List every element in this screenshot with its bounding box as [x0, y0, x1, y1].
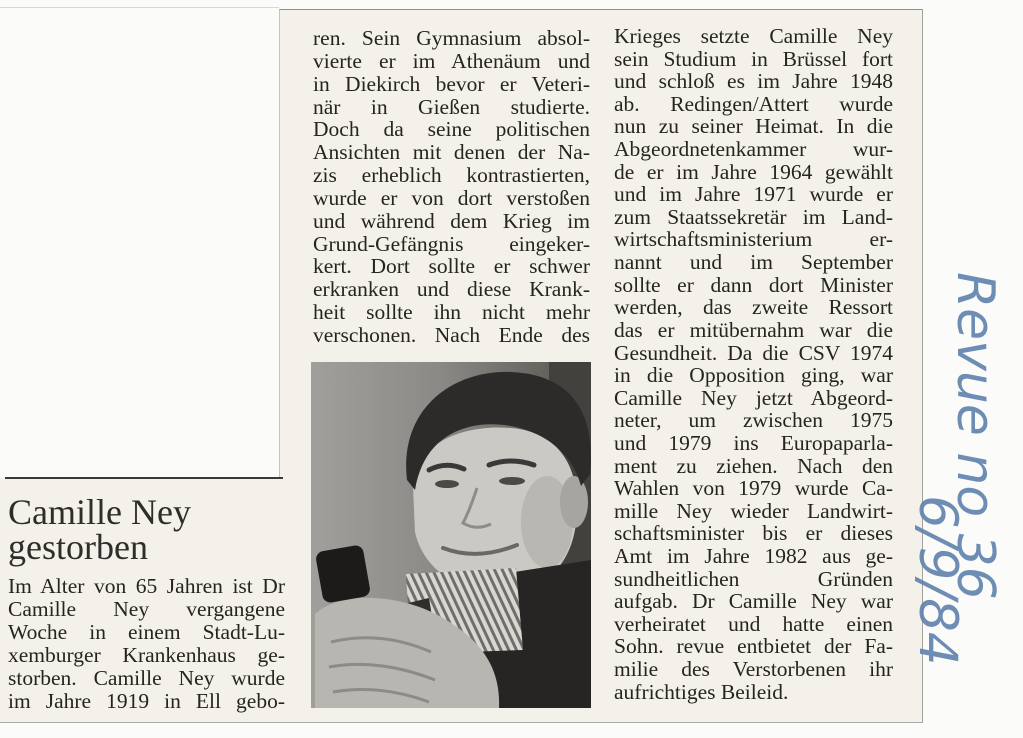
text-line: schaftsminister bis er dieses [614, 521, 893, 546]
handwritten-note-issue: Revue no 36 [945, 272, 1005, 600]
text-line: sundheitlichen Gründen [614, 566, 893, 591]
text-line: sein Studium in Brüssel fort [614, 46, 893, 71]
text-line: heit sollte ihn nicht mehr [313, 300, 590, 325]
text-line: vierte er im Athenäum und [313, 48, 590, 73]
text-line: Camille Ney vergangene [8, 597, 285, 621]
text-line: und 1979 ins Europaparla- [614, 430, 893, 455]
text-line: werden, das zweite Ressort [614, 295, 893, 320]
text-line: Krieges setzte Camille Ney [614, 24, 893, 48]
text-line: ab. Redingen/Attert wurde [614, 91, 893, 116]
text-line: kert. Dort sollte er schwer [313, 254, 590, 279]
text-line: de er im Jahre 1964 gewählt [614, 159, 893, 184]
text-line: Woche in einem Stadt-Lu- [8, 620, 285, 644]
column-middle [313, 27, 590, 347]
text-line: Abgeordnetenkammer wur- [614, 137, 893, 162]
text-line: das er mitübernahm war die [614, 317, 893, 342]
text-line: zum Staatssekretär im Land- [614, 204, 893, 229]
text-line: erkranken und diese Krank- [313, 277, 590, 302]
text-line: aufgab. Dr Camille Ney war [614, 589, 893, 614]
portrait-photo [311, 362, 591, 708]
text-line: nun zu seiner Heimat. In die [614, 114, 893, 139]
text-line: Gesundheit. Da die CSV 1974 [614, 340, 893, 365]
text-line: ment zu ziehen. Nach den [614, 453, 893, 478]
pipe [315, 544, 371, 604]
text-line: verschonen. Nach Ende des [313, 322, 590, 347]
text-line: und schloß es im Jahre 1948 [614, 69, 893, 94]
left-eye [435, 480, 459, 488]
column-left [8, 575, 285, 713]
text-line: nannt und im September [614, 250, 893, 275]
column-right [614, 25, 893, 703]
text-line: Grund-Gefängnis eingeker- [313, 231, 590, 256]
ear [560, 476, 588, 528]
text-line: in die Opposition ging, war [614, 363, 893, 388]
text-line: Doch da seine politischen [313, 117, 590, 142]
text-line: neter, um zwischen 1975 [614, 408, 893, 433]
text-line: Ansichten mit denen der Na- [313, 140, 590, 165]
article-title [8, 492, 283, 567]
title-line: Camille Ney [8, 492, 191, 532]
right-eye [499, 477, 525, 485]
text-line: im Jahre 1919 in Ell gebo- [8, 689, 285, 713]
text-line: Sohn. revue entbietet der Fa- [614, 634, 893, 659]
text-line: Amt im Jahre 1982 aus ge- [614, 544, 893, 569]
text-line: xemburger Krankenhaus ge- [8, 643, 285, 667]
text-line: in Diekirch bevor er Veteri- [313, 71, 590, 96]
headline-rule [5, 477, 283, 479]
text-line: Im Alter von 65 Jahren ist Dr [8, 574, 285, 598]
text-line: milie des Verstorbenen ihr [614, 657, 893, 682]
text-line: sollte er dann dort Minister [614, 272, 893, 297]
text-line: Camille Ney jetzt Abgeord- [614, 385, 893, 410]
clipping-bottom-edge [0, 722, 923, 723]
text-line: aufrichtiges Beileid. [614, 679, 789, 704]
handwritten-note-date: 6/9/84 [907, 495, 968, 666]
text-line: ren. Sein Gymnasium absol- [313, 26, 590, 50]
text-line: wurde er von dort verstoßen [313, 185, 590, 210]
text-line: zis erheblich kontrastierten, [313, 163, 590, 188]
text-line: verheiratet und hatte einen [614, 611, 893, 636]
text-line: wirtschaftsministerium er- [614, 227, 893, 252]
text-line: und im Jahre 1971 wurde er [614, 182, 893, 207]
text-line: Wahlen von 1979 wurde Ca- [614, 476, 893, 501]
text-line: mille Ney wieder Landwirt- [614, 498, 893, 523]
text-line: storben. Camille Ney wurde [8, 666, 285, 690]
sheet-top-edge [0, 7, 279, 8]
text-line: när in Gießen studierte. [313, 94, 590, 119]
text-line: und während dem Krieg im [313, 208, 590, 233]
title-line: gestorben [8, 527, 148, 567]
